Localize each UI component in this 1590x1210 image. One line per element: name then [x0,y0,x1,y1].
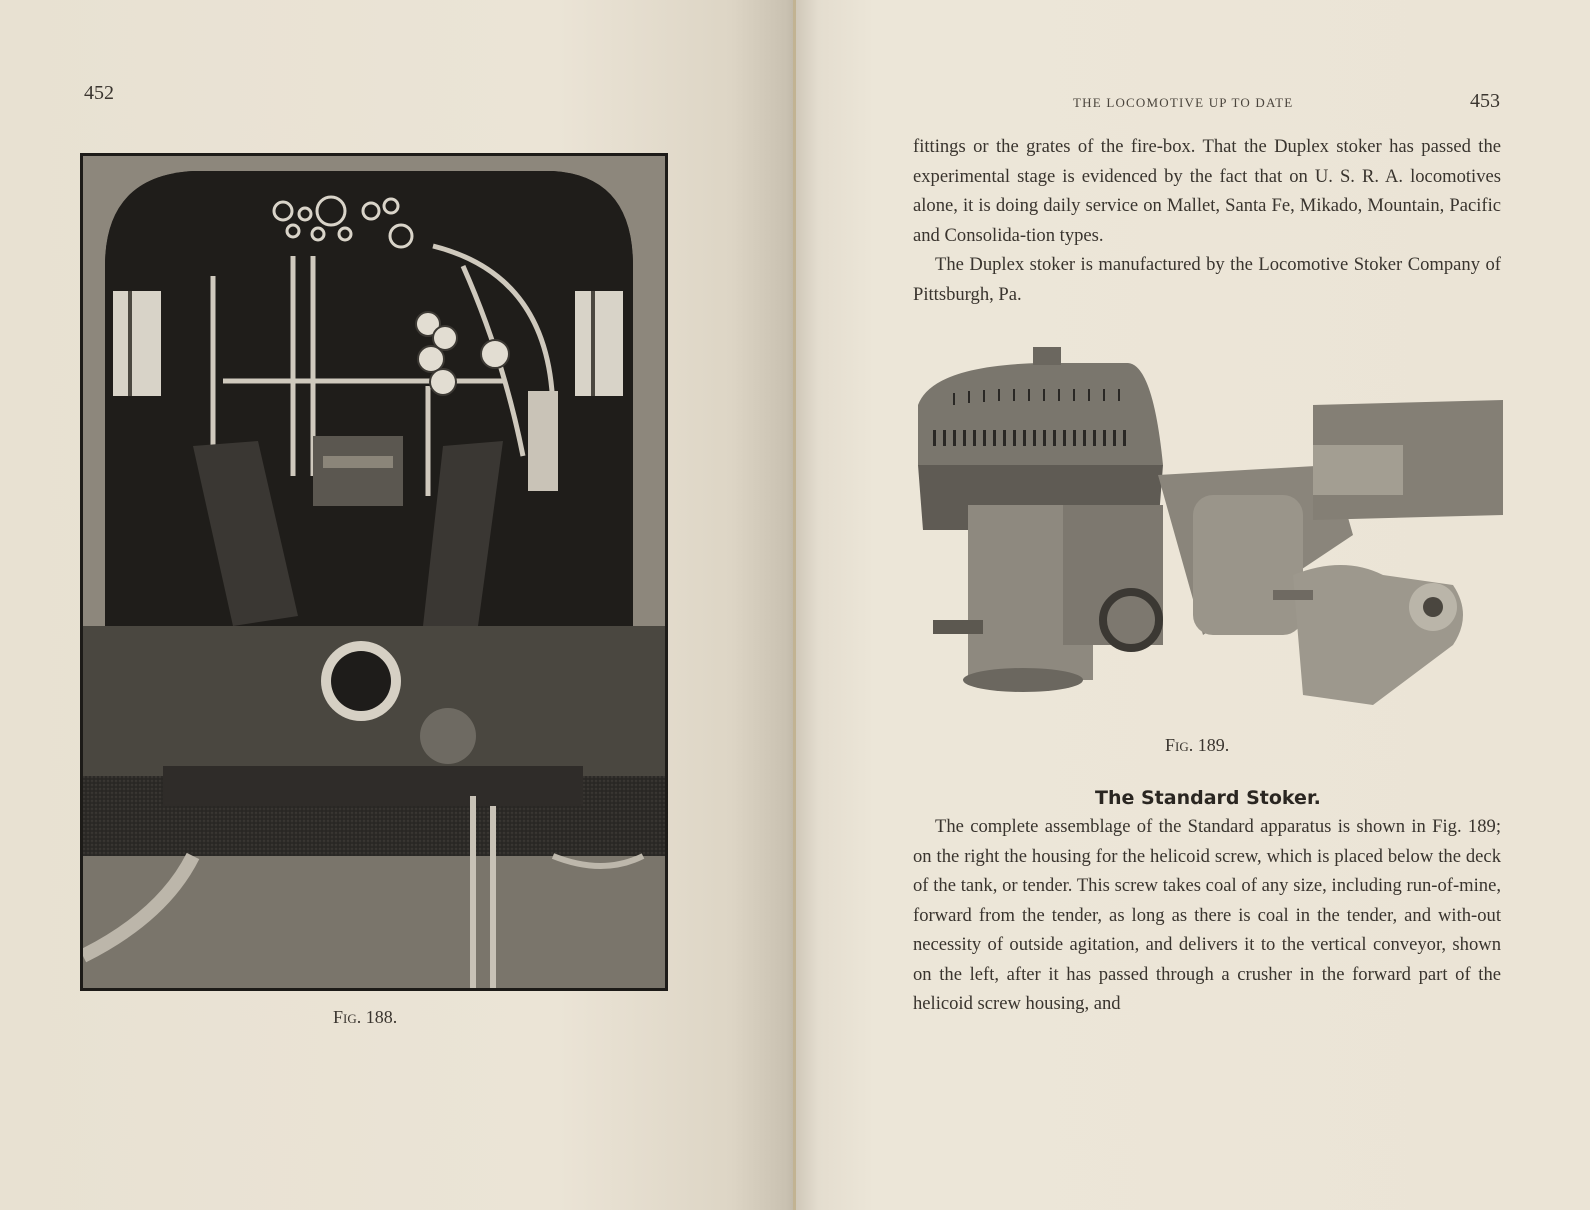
locomotive-cab-illustration [83,156,665,988]
figure-189-photo [913,345,1513,715]
standard-stoker-illustration [913,345,1513,715]
figure-188-photo [80,153,668,991]
paragraph: fittings or the grates of the fire-box. That the Duplex stoker has passed the experimental stage is evidenced by the fact that on U. S. R. A. locomotives alone, it is doing daily service on Mallet, Santa Fe, Mikado, Mountain, Pacific and Consolida-tion types. [913,136,1501,246]
paragraph: The complete assemblage of the Standard apparatus is shown in Fig. 189; on the right the housing for the helicoid screw, which is placed below the deck of the tank, or tender. This screw takes coal of any size, including run-of-mine, forward from the tender, as long as there is coal in the tender, and with-out necessity of outside agitation, and delivers it to the vertical conveyor, shown on the left, after it has passed through a crusher in the forward part of the helicoid screw housing, and [913,816,1501,1014]
figure-189-caption: Fig. 189. [1165,735,1230,755]
right-page [795,0,1590,1210]
section-heading: The Standard Stoker. [1095,787,1321,809]
page-number-right: 453 [1470,90,1500,112]
body-text-top [913,132,1501,309]
body-text-bottom [913,812,1501,1019]
running-head: THE LOCOMOTIVE UP TO DATE [1073,95,1294,110]
book-gutter [793,0,796,1210]
figure-188-caption: Fig. 188. [333,1007,398,1027]
paragraph: The Duplex stoker is manufactured by the Locomotive Stoker Company of Pittsburgh, Pa. [913,254,1501,305]
page-number-left: 452 [84,82,114,104]
